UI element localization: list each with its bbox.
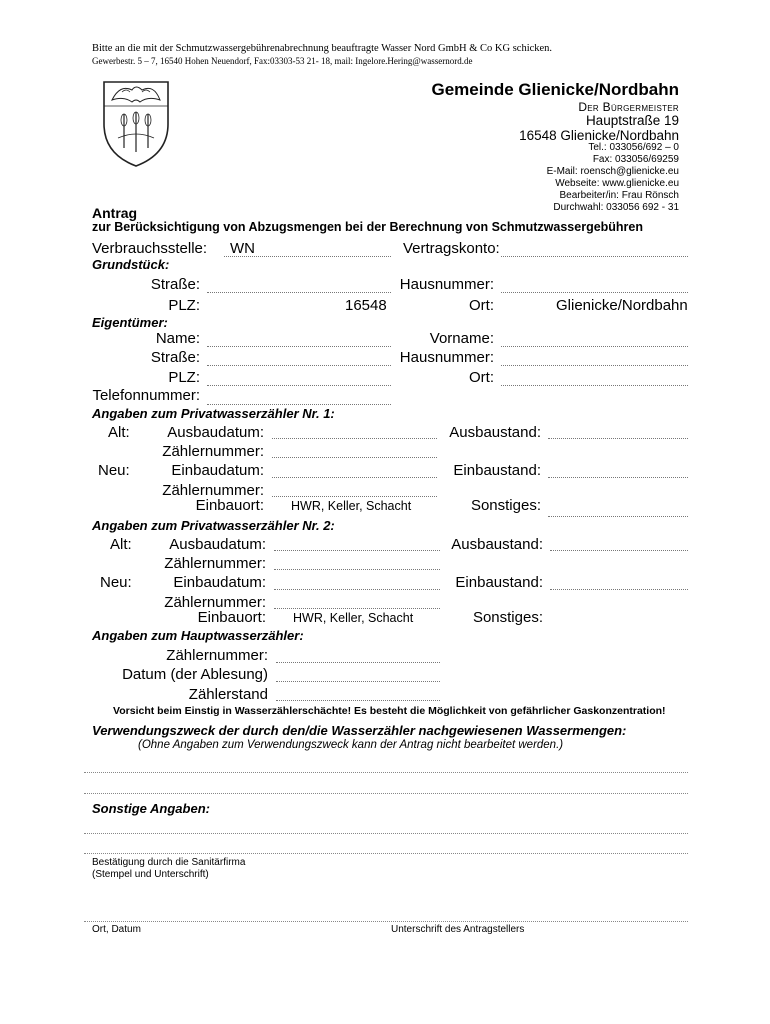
property-plz-label: PLZ: <box>168 297 200 314</box>
meter1-old-label: Alt: <box>108 424 130 441</box>
property-plz-value[interactable]: 16548 <box>345 297 387 314</box>
property-street-field[interactable] <box>207 292 391 293</box>
meter2-install-date-field[interactable] <box>274 589 440 590</box>
purpose-heading: Verwendungszweck der durch den/die Wasserzähler nachgewiesenen Wassermengen: <box>92 723 627 738</box>
meter2-removal-reading-field[interactable] <box>550 550 688 551</box>
purpose-note: (Ohne Angaben zum Verwendungszweck kann der Antrag nicht bearbeitet werden.) <box>138 739 564 751</box>
contract-account-field[interactable] <box>501 256 688 257</box>
consumption-site-label: Verbrauchsstelle: <box>92 240 208 257</box>
meter1-install-date-field[interactable] <box>272 477 437 478</box>
meter1-meter-number2-field[interactable] <box>272 496 437 497</box>
authority-direct-line: Durchwahl: 033056 692 - 31 <box>553 202 679 213</box>
other-info-line-2[interactable] <box>84 853 688 854</box>
meter1-install-reading-field[interactable] <box>548 477 688 478</box>
property-ort-value[interactable]: Glienicke/Nordbahn <box>556 297 688 314</box>
owner-heading: Eigentümer: <box>92 315 168 330</box>
meter1-other-label: Sonstiges: <box>470 497 541 514</box>
authority-clerk: Bearbeiter/in: Frau Rönsch <box>559 190 679 201</box>
owner-number-label: Hausnummer: <box>399 349 494 366</box>
property-heading: Grundstück: <box>92 257 170 272</box>
meter1-other-field[interactable] <box>548 516 688 517</box>
main-meter-reading-label: Zählerstand <box>188 686 268 703</box>
meter2-other-label: Sonstiges: <box>472 609 543 626</box>
meter2-heading: Angaben zum Privatwasserzähler Nr. 2: <box>92 518 335 533</box>
owner-phone-field[interactable] <box>207 404 391 405</box>
meter1-removal-reading-field[interactable] <box>548 438 688 439</box>
applicant-signature-label: Unterschrift des Antragstellers <box>391 924 525 935</box>
main-meter-date-field[interactable] <box>276 681 440 682</box>
meter1-install-location-label: Einbauort: <box>195 497 264 514</box>
property-ort-label: Ort: <box>469 297 494 314</box>
coat-of-arms-emblem <box>100 78 172 168</box>
form-title: Antrag <box>92 205 138 221</box>
meter1-install-location-value: HWR, Keller, Schacht <box>291 499 412 513</box>
meter2-meter-number2-label: Zählernummer: <box>164 594 266 611</box>
meter2-new-label: Neu: <box>100 574 132 591</box>
meter2-install-location-value: HWR, Keller, Schacht <box>293 611 414 625</box>
meter1-meter-number-field[interactable] <box>272 457 437 458</box>
owner-name-field[interactable] <box>207 346 391 347</box>
contract-account-label: Vertragskonto: <box>403 240 500 257</box>
authority-email[interactable]: E-Mail: roensch@glienicke.eu <box>546 166 679 177</box>
meter1-meter-number2-label: Zählernummer: <box>162 482 264 499</box>
header-line-1: Bitte an die mit der Schmutzwassergebührenabrechnung beauftragte Wasser Nord GmbH & Co KG schicken. <box>92 43 553 54</box>
property-number-label: Hausnummer: <box>399 276 494 293</box>
authority-street: Hauptstraße 19 <box>585 113 679 128</box>
property-number-field[interactable] <box>501 292 688 293</box>
consumption-site-value[interactable]: WN <box>230 240 255 257</box>
consumption-site-field[interactable] <box>224 256 391 257</box>
owner-ort-field[interactable] <box>501 385 688 386</box>
main-meter-reading-field[interactable] <box>276 700 440 701</box>
meter2-removal-date-label: Ausbaudatum: <box>169 536 266 553</box>
authority-city: 16548 Glienicke/Nordbahn <box>519 128 679 143</box>
other-info-line-1[interactable] <box>84 833 688 834</box>
meter1-removal-date-label: Ausbaudatum: <box>167 424 264 441</box>
meter2-install-location-label: Einbauort: <box>197 609 266 626</box>
meter2-install-reading-field[interactable] <box>550 589 688 590</box>
meter1-removal-reading-label: Ausbaustand: <box>449 424 541 441</box>
meter2-removal-reading-label: Ausbaustand: <box>451 536 543 553</box>
other-info-heading: Sonstige Angaben: <box>92 801 210 816</box>
main-meter-heading: Angaben zum Hauptwasserzähler: <box>92 628 304 643</box>
owner-name-label: Name: <box>155 330 200 347</box>
owner-phone-label: Telefonnummer: <box>92 387 200 404</box>
owner-street-label: Straße: <box>150 349 200 366</box>
meter2-meter-number-field[interactable] <box>274 569 440 570</box>
meter1-removal-date-field[interactable] <box>272 438 437 439</box>
owner-ort-label: Ort: <box>469 369 494 386</box>
owner-plz-label: PLZ: <box>168 369 200 386</box>
property-street-label: Straße: <box>150 276 200 293</box>
main-meter-date-label: Datum (der Ablesung) <box>122 666 268 683</box>
main-meter-number-label: Zählernummer: <box>166 647 268 664</box>
meter2-removal-date-field[interactable] <box>274 550 440 551</box>
main-meter-number-field[interactable] <box>276 662 440 663</box>
meter2-meter-number2-field[interactable] <box>274 608 440 609</box>
meter1-install-reading-label: Einbaustand: <box>453 462 541 479</box>
signature-line[interactable] <box>84 921 688 922</box>
header-line-2: Gewerbestr. 5 – 7, 16540 Hohen Neuendorf, Fax:03303-53 21- 18, mail: Ingelore.Hering@wassernord.de <box>92 56 473 66</box>
owner-plz-field[interactable] <box>207 385 391 386</box>
meter1-install-date-label: Einbaudatum: <box>171 462 264 479</box>
owner-firstname-label: Vorname: <box>429 330 494 347</box>
authority-fax: Fax: 033056/69259 <box>592 154 679 165</box>
meter2-install-reading-label: Einbaustand: <box>455 574 543 591</box>
authority-office: Der Bürgermeister <box>578 100 679 114</box>
purpose-line-2[interactable] <box>84 793 688 794</box>
meter2-install-date-label: Einbaudatum: <box>173 574 266 591</box>
form-subtitle: zur Berücksichtigung von Abzugsmengen bei der Berechnung von Schmutzwassergebühren <box>92 220 644 234</box>
purpose-line-1[interactable] <box>84 772 688 773</box>
meter1-new-label: Neu: <box>98 462 130 479</box>
plumber-confirmation-label: Bestätigung durch die Sanitärfirma <box>92 857 246 868</box>
gas-warning: Vorsicht beim Einstig in Wasserzählerschächte! Es besteht die Möglichkeit von gefährlicher Gaskonzentration! <box>113 705 666 717</box>
stamp-signature-label: (Stempel und Unterschrift) <box>92 869 209 880</box>
meter1-heading: Angaben zum Privatwasserzähler Nr. 1: <box>92 406 335 421</box>
meter1-meter-number-label: Zählernummer: <box>162 443 264 460</box>
meter2-meter-number-label: Zählernummer: <box>164 555 266 572</box>
owner-street-field[interactable] <box>207 365 391 366</box>
place-date-label: Ort, Datum <box>92 924 141 935</box>
meter2-old-label: Alt: <box>110 536 132 553</box>
authority-name: Gemeinde Glienicke/Nordbahn <box>431 80 679 99</box>
owner-firstname-field[interactable] <box>501 346 688 347</box>
authority-website[interactable]: Webseite: www.glienicke.eu <box>555 178 679 189</box>
owner-number-field[interactable] <box>501 365 688 366</box>
authority-tel: Tel.: 033056/692 – 0 <box>588 142 679 153</box>
